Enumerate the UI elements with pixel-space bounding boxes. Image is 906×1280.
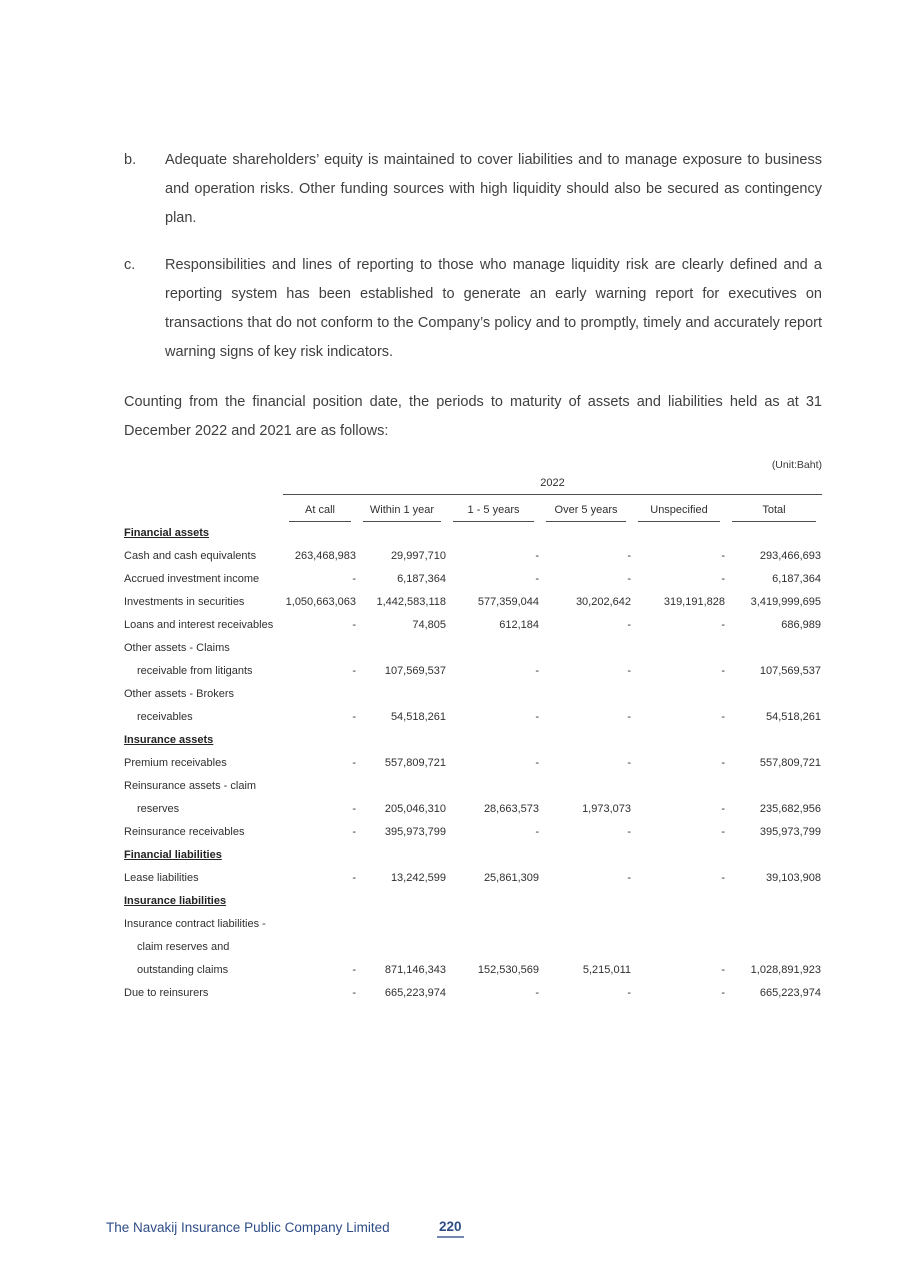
row-value: 1,442,583,118 [376, 596, 446, 608]
row-value: - [721, 711, 725, 723]
row-value [632, 936, 726, 959]
row-value [447, 890, 540, 913]
row-value: 665,223,974 [759, 987, 822, 999]
row-value [283, 890, 357, 913]
row-label: reserves [137, 803, 180, 815]
row-value [447, 844, 540, 867]
row-value [632, 844, 726, 867]
row-label: Premium receivables [124, 757, 227, 769]
row-value: 665,223,974 [384, 987, 446, 999]
column-header-within-1-year [357, 495, 447, 522]
row-value: 28,663,573 [483, 803, 539, 815]
table-row [124, 568, 822, 591]
table-row [124, 890, 822, 913]
paragraph-c-text: Responsibilities and lines of reporting to those who manage liquidity risk are clearly defined and a reporting system has been established to generate an early warning report for executives on transactions that do not conform to the Company’s policy and to promptly, timely and accurately report warning signs of key risk indicators. [165, 257, 822, 360]
table-row [124, 752, 822, 775]
row-value: - [535, 711, 539, 723]
row-value: 74,805 [412, 619, 446, 631]
row-value: - [352, 826, 356, 838]
row-label: Financial assets [124, 527, 209, 539]
intro-paragraph: Counting from the financial position date, the periods to maturity of assets and liabilities held as at 31 December 2022 and 2021 are as follows: [124, 394, 822, 439]
row-value: - [627, 619, 631, 631]
maturity-table-head [124, 474, 822, 522]
row-value: 686,989 [781, 619, 822, 631]
row-value: - [721, 757, 725, 769]
table-row [124, 821, 822, 844]
row-value [632, 890, 726, 913]
paragraph-c [124, 251, 822, 367]
paragraph-b-marker: b. [124, 152, 137, 168]
maturity-table-body [124, 522, 822, 1005]
row-value: - [627, 826, 631, 838]
row-value [357, 522, 447, 545]
row-value: 25,861,309 [483, 872, 539, 884]
row-value: 205,046,310 [384, 803, 446, 815]
row-value: 319,191,828 [663, 596, 725, 608]
row-value: - [535, 826, 539, 838]
row-value: 6,187,364 [772, 573, 822, 585]
page-content [124, 146, 822, 1005]
column-header-unspecified [632, 495, 726, 522]
row-value [357, 729, 447, 752]
row-value: 395,973,799 [759, 826, 822, 838]
row-value [540, 637, 632, 660]
row-value: 30,202,642 [575, 596, 631, 608]
table-row [124, 775, 822, 798]
row-value: - [627, 987, 631, 999]
row-label: Insurance liabilities [124, 895, 227, 907]
year-header: 2022 [283, 474, 822, 495]
row-value: - [627, 872, 631, 884]
row-value [540, 775, 632, 798]
row-value: - [721, 550, 725, 562]
row-value: - [352, 573, 356, 585]
row-value: 54,518,261 [390, 711, 446, 723]
column-header-over-5-years [540, 495, 632, 522]
row-value [726, 913, 822, 936]
row-label: claim reserves and [137, 941, 230, 953]
row-value [726, 775, 822, 798]
row-value [726, 637, 822, 660]
empty-corner-cell [124, 474, 283, 495]
row-label: Investments in securities [124, 596, 245, 608]
row-value [357, 913, 447, 936]
row-value [726, 522, 822, 545]
paragraph-c-marker: c. [124, 257, 136, 273]
row-value [357, 890, 447, 913]
row-value [632, 729, 726, 752]
row-value [357, 936, 447, 959]
row-value [540, 844, 632, 867]
row-value: 29,997,710 [390, 550, 446, 562]
row-value [447, 683, 540, 706]
row-value: 5,215,011 [582, 964, 631, 976]
column-header-1-5-years [447, 495, 540, 522]
unit-note: (Unit:Baht) [771, 459, 822, 471]
row-value [632, 775, 726, 798]
column-header-at-call [283, 495, 357, 522]
year-header-row [124, 474, 822, 495]
row-value [283, 683, 357, 706]
row-value: - [721, 803, 725, 815]
row-value: 3,419,999,695 [750, 596, 822, 608]
row-value: 263,468,983 [294, 550, 356, 562]
row-value: - [721, 619, 725, 631]
row-value [447, 775, 540, 798]
table-row [124, 545, 822, 568]
row-value: 557,809,721 [759, 757, 822, 769]
row-value: - [352, 619, 356, 631]
row-value: - [721, 872, 725, 884]
row-value: - [535, 987, 539, 999]
row-value: - [352, 987, 356, 999]
row-value: 6,187,364 [397, 573, 446, 585]
row-label: Lease liabilities [124, 872, 199, 884]
row-value: 395,973,799 [384, 826, 446, 838]
row-value: 107,569,537 [384, 665, 446, 677]
row-value [540, 729, 632, 752]
row-label: Insurance contract liabilities - [124, 918, 266, 930]
row-value: - [627, 550, 631, 562]
table-row [124, 660, 822, 683]
row-value [540, 683, 632, 706]
row-value: - [352, 872, 356, 884]
empty-label-header [124, 495, 283, 522]
table-row [124, 729, 822, 752]
row-value [357, 683, 447, 706]
table-row [124, 844, 822, 867]
row-value: - [535, 665, 539, 677]
column-header-total-label: Total [732, 500, 816, 522]
row-value: - [721, 964, 725, 976]
table-row [124, 591, 822, 614]
row-value: - [721, 665, 725, 677]
row-value [283, 729, 357, 752]
row-value: - [352, 711, 356, 723]
row-value: - [535, 573, 539, 585]
table-row [124, 936, 822, 959]
table-row [124, 913, 822, 936]
row-value [632, 637, 726, 660]
row-label: Cash and cash equivalents [124, 550, 257, 562]
table-row [124, 959, 822, 982]
row-label: Insurance assets [124, 734, 214, 746]
row-label: Financial liabilities [124, 849, 222, 861]
row-label: Reinsurance assets - claim [124, 780, 257, 792]
row-value: - [535, 757, 539, 769]
row-value [726, 729, 822, 752]
row-value [726, 890, 822, 913]
row-value [447, 936, 540, 959]
row-value: 54,518,261 [765, 711, 822, 723]
row-value: 1,050,663,063 [285, 596, 356, 608]
row-value: 1,028,891,923 [750, 964, 822, 976]
row-label: Reinsurance receivables [124, 826, 245, 838]
row-value [283, 936, 357, 959]
row-label: Accrued investment income [124, 573, 260, 585]
row-value [540, 936, 632, 959]
column-header-within-1-year-label: Within 1 year [363, 500, 441, 522]
row-value: - [352, 803, 356, 815]
row-label: receivables [137, 711, 193, 723]
column-header-total [726, 495, 822, 522]
row-value: 107,569,537 [759, 665, 822, 677]
row-value [447, 913, 540, 936]
paragraph-b-text: Adequate shareholders’ equity is maintained to cover liabilities and to manage exposure to business and operation risks. Other funding sources with high liquidity should also be secured as contingency plan. [165, 152, 822, 226]
row-value [540, 913, 632, 936]
column-header-unspecified-label: Unspecified [638, 500, 720, 522]
paragraph-b [124, 146, 822, 233]
row-value: 1,973,073 [582, 803, 631, 815]
row-value [726, 936, 822, 959]
row-value: - [352, 964, 356, 976]
row-value [357, 637, 447, 660]
row-value: 13,242,599 [390, 872, 446, 884]
row-label: Due to reinsurers [124, 987, 209, 999]
row-label: Other assets - Brokers [124, 688, 235, 700]
row-value: - [627, 757, 631, 769]
row-value: 557,809,721 [384, 757, 446, 769]
row-value: - [627, 711, 631, 723]
row-value [283, 522, 357, 545]
table-row [124, 614, 822, 637]
row-value [357, 844, 447, 867]
page-number: 220 [437, 1219, 464, 1238]
table-row [124, 867, 822, 890]
row-value: - [721, 826, 725, 838]
page-footer [0, 1218, 906, 1244]
row-value [540, 890, 632, 913]
table-row [124, 982, 822, 1005]
row-value: - [352, 757, 356, 769]
column-header-1-5-years-label: 1 - 5 years [453, 500, 534, 522]
row-value [283, 637, 357, 660]
table-row [124, 522, 822, 545]
row-value: - [721, 573, 725, 585]
table-row [124, 706, 822, 729]
row-value: - [535, 550, 539, 562]
table-row [124, 683, 822, 706]
column-header-at-call-label: At call [289, 500, 351, 522]
row-value [632, 522, 726, 545]
row-value [447, 637, 540, 660]
row-value [447, 729, 540, 752]
row-value [632, 683, 726, 706]
row-value [283, 844, 357, 867]
row-value: 152,530,569 [477, 964, 539, 976]
row-value: - [352, 665, 356, 677]
row-value [540, 522, 632, 545]
row-label: receivable from litigants [137, 665, 253, 677]
column-header-over-5-years-label: Over 5 years [546, 500, 626, 522]
row-value [283, 913, 357, 936]
row-value: - [627, 573, 631, 585]
row-value: - [721, 987, 725, 999]
row-value: 293,466,693 [759, 550, 822, 562]
row-label: Other assets - Claims [124, 642, 230, 654]
table-row [124, 798, 822, 821]
row-value [726, 683, 822, 706]
row-value [632, 913, 726, 936]
row-label: Loans and interest receivables [124, 619, 274, 631]
table-row [124, 637, 822, 660]
company-name: The Navakij Insurance Public Company Limited [106, 1220, 390, 1235]
row-value [357, 775, 447, 798]
row-value [283, 775, 357, 798]
row-value: - [627, 665, 631, 677]
row-value: 871,146,343 [384, 964, 446, 976]
row-value [726, 844, 822, 867]
maturity-table [124, 474, 822, 1005]
row-value: 235,682,956 [759, 803, 822, 815]
column-header-row [124, 495, 822, 522]
row-value [447, 522, 540, 545]
row-label: outstanding claims [137, 964, 229, 976]
row-value: 612,184 [499, 619, 539, 631]
row-value: 39,103,908 [765, 872, 822, 884]
row-value: 577,359,044 [477, 596, 539, 608]
